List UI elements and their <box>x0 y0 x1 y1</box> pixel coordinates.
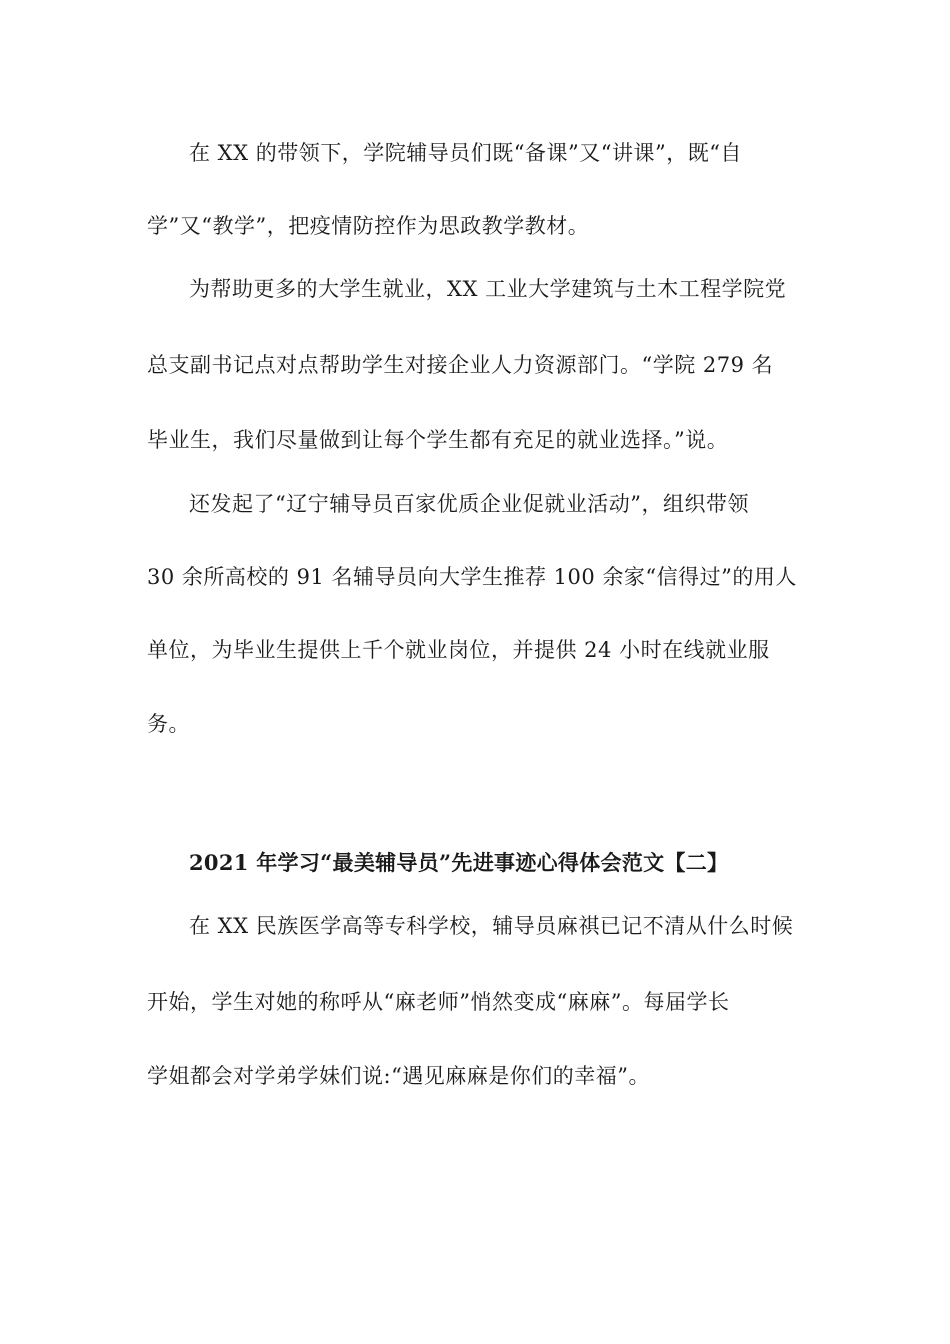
paragraph-line: 30 余所高校的 91 名辅导员向大学生推荐 100 余家“信得过”的用人 <box>147 565 797 589</box>
paragraph-line: 学”又“教学”，把疫情防控作为思政教学教材。 <box>147 214 590 238</box>
paragraph-line: 学姐都会对学弟学妹们说:“遇见麻麻是你们的幸福”。 <box>147 1064 651 1088</box>
paragraph-line: 在 XX 的带领下，学院辅导员们既“备课”又“讲课”，既“自 <box>189 141 742 165</box>
paragraph-line: 毕业生，我们尽量做到让每个学生都有充足的就业选择。”说。 <box>147 428 729 452</box>
paragraph-line: 还发起了“辽宁辅导员百家优质企业促就业活动”，组织带领 <box>189 492 749 516</box>
paragraph-line: 为帮助更多的大学生就业，XX 工业大学建筑与土木工程学院党 <box>189 277 787 301</box>
section-heading: 2021 年学习“最美辅导员”先进事迹心得体会范文【二】 <box>189 850 729 875</box>
paragraph-line: 总支副书记点对点帮助学生对接企业人力资源部门。“学院 279 名 <box>147 353 774 377</box>
paragraph-line: 开始，学生对她的称呼从“麻老师”悄然变成“麻麻”。每届学长 <box>147 990 730 1014</box>
paragraph-line: 务。 <box>147 712 190 736</box>
paragraph-line: 在 XX 民族医学高等专科学校，辅导员麻祺已记不清从什么时候 <box>189 914 794 938</box>
paragraph-line: 单位，为毕业生提供上千个就业岗位，并提供 24 小时在线就业服 <box>147 638 770 662</box>
